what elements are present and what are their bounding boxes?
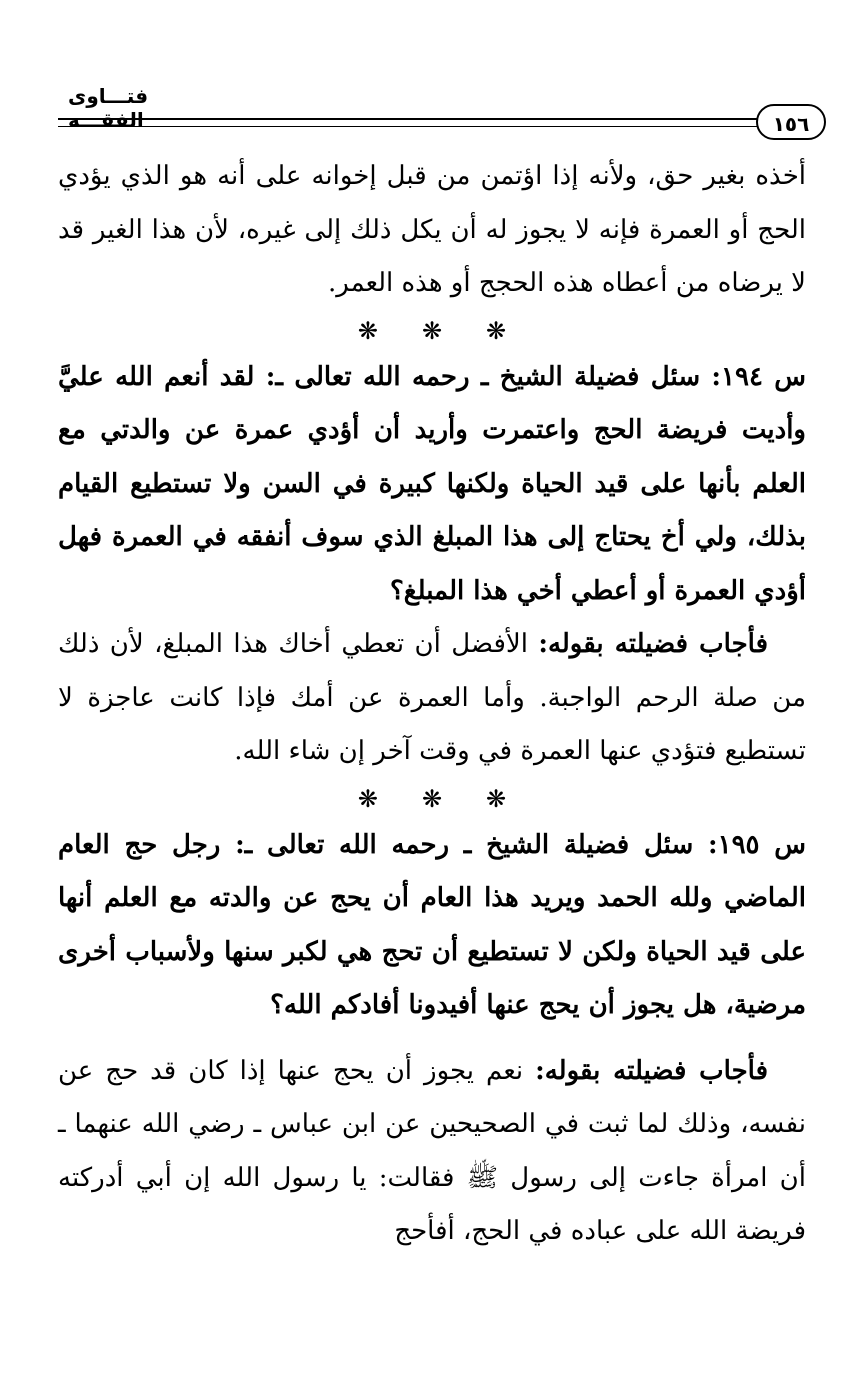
spacer	[58, 1033, 806, 1045]
answer-text: الأفضل أن تعطي أخاك هذا المبلغ، لأن ذلك من صلة الرحم الواجبة. وأما العمرة عن أمك فإذا كانت عاجزة لا تستطيع فتؤدي عنها العمرة في وقت آخر إن شاء الله.	[58, 629, 806, 766]
answer-lead: فأجاب فضيلته بقوله:	[535, 1055, 768, 1086]
question-195: س ١٩٥: سئل فضيلة الشيخ ـ رحمه الله تعالى ـ: رجل حج العام الماضي ولله الحمد ويريد هذا العام أن يحج عن والدته مع العلم أنها على قيد الحياة ولكن لا تستطيع أن تحج هي لكبر سنها ولأسباب أخرى مرضية، هل يجوز أن يحج عنها أفيدونا أفادكم الله؟	[58, 829, 807, 1020]
page-body	[58, 150, 806, 1259]
answer-text: نعم يجوز أن يحج عنها إذا كان قد حج عن نفسه، وذلك لما ثبت في الصحيحين عن ابن عباس ـ رضي الله عنهما ـ أن امرأة جاءت إلى رسول ﷺ فقالت: يا رسول الله إن أبي أدركته فريضة الله على عباده في الحج، أفأحج	[58, 1055, 806, 1246]
question-194: س ١٩٤: سئل فضيلة الشيخ ـ رحمه الله تعالى ـ: لقد أنعم الله عليَّ وأديت فريضة الحج واعتمرت وأريد أن أؤدي عمرة عن والدتي مع العلم بأنها على قيد الحياة ولكنها كبيرة في السن ولا تستطيع القيام بذلك، ولي أخ يحتاج إلى هذا المبلغ الذي سوف أنفقه في العمرة فهل أؤدي العمرة أو أعطي أخي هذا المبلغ؟	[58, 361, 806, 606]
answer-lead: فأجاب فضيلته بقوله:	[538, 629, 769, 659]
header-rule-thin	[58, 126, 758, 127]
section-separator	[58, 311, 806, 351]
separator-star-icon: ❋	[357, 784, 378, 813]
separator-star-icon: ❋	[357, 316, 378, 345]
header-rule-thick	[58, 118, 758, 120]
section-separator	[58, 779, 806, 819]
answer-195	[58, 1045, 806, 1259]
running-head: فتـــاوى الفقـــه	[68, 84, 149, 132]
separator-star-icon: ❋	[486, 316, 507, 345]
answer-194	[58, 618, 806, 779]
separator-star-icon: ❋	[421, 316, 443, 345]
page-number: ١٥٦	[756, 104, 826, 140]
intro-paragraph: أخذه بغير حق، ولأنه إذا اؤتمن من قبل إخوانه على أنه هو الذي يؤدي الحج أو العمرة فإنه لا يجوز له أن يكل ذلك إلى غيره، لأن هذا الغير قد لا يرضاه من أعطاه هذه الحجج أو هذه العمر.	[58, 161, 806, 298]
separator-star-icon: ❋	[421, 784, 443, 813]
separator-star-icon: ❋	[486, 784, 507, 813]
